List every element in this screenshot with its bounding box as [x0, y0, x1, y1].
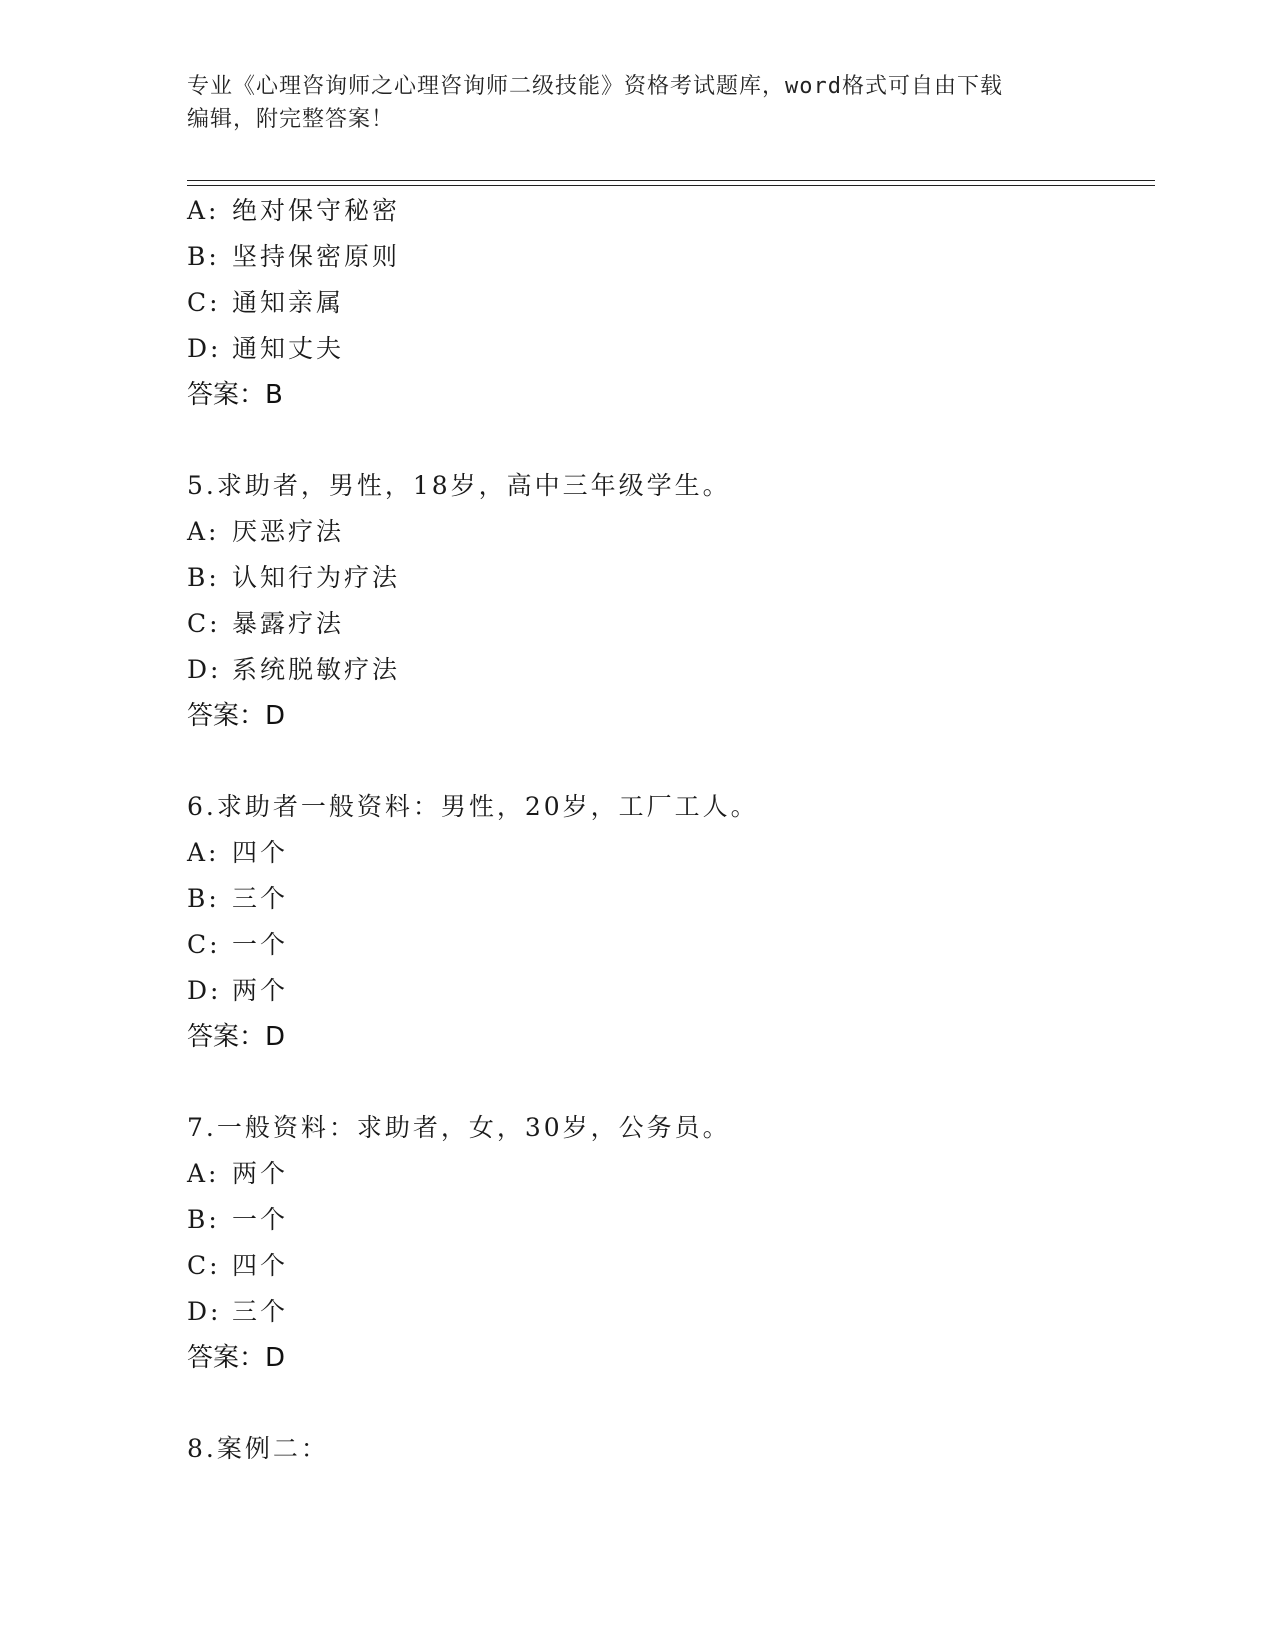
question-list	[187, 188, 1147, 1472]
option-text: 四个	[232, 838, 289, 867]
option-c	[187, 280, 1147, 326]
option-letter: D:	[187, 655, 222, 684]
option-letter: C:	[187, 1251, 221, 1280]
option-c	[187, 601, 1147, 647]
option-d	[187, 1289, 1147, 1335]
option-b	[187, 234, 1147, 280]
option-text: 暴露疗法	[232, 609, 345, 638]
option-d	[187, 968, 1147, 1014]
option-letter: B:	[187, 242, 220, 271]
option-text: 系统脱敏疗法	[232, 655, 401, 684]
option-a	[187, 188, 1147, 234]
option-text: 两个	[232, 1159, 289, 1188]
question-6	[187, 784, 1147, 1060]
option-d	[187, 326, 1147, 372]
option-d	[187, 647, 1147, 693]
option-text: 一个	[232, 1205, 289, 1234]
option-letter: B:	[187, 1205, 220, 1234]
option-letter: C:	[187, 288, 221, 317]
option-a	[187, 830, 1147, 876]
option-letter: D:	[187, 1297, 222, 1326]
question-stem: 8.案例二：	[187, 1434, 329, 1463]
option-text: 四个	[232, 1251, 289, 1280]
option-letter: B:	[187, 563, 220, 592]
option-text: 三个	[232, 884, 289, 913]
option-text: 坚持保密原则	[232, 242, 401, 271]
option-a	[187, 1151, 1147, 1197]
option-letter: D:	[187, 334, 222, 363]
question-8	[187, 1426, 1147, 1472]
question-7	[187, 1105, 1147, 1381]
option-text: 一个	[232, 930, 289, 959]
option-letter: D:	[187, 976, 222, 1005]
option-letter: C:	[187, 930, 221, 959]
header-divider-top	[187, 180, 1155, 181]
option-text: 绝对保守秘密	[232, 196, 401, 225]
header-line-2: 编辑，附完整答案！	[187, 107, 395, 132]
header-divider-bottom	[187, 185, 1155, 186]
option-text: 两个	[232, 976, 289, 1005]
option-letter: B:	[187, 884, 220, 913]
option-text: 三个	[232, 1297, 289, 1326]
answer-line: 答案：D	[187, 1343, 286, 1373]
option-text: 认知行为疗法	[232, 563, 401, 592]
answer-line: 答案：D	[187, 1022, 286, 1052]
answer-line: 答案：B	[187, 380, 283, 410]
option-letter: A:	[187, 1159, 220, 1188]
document-header	[187, 70, 1087, 136]
option-b	[187, 1197, 1147, 1243]
option-b	[187, 555, 1147, 601]
option-letter: A:	[187, 838, 220, 867]
question-4	[187, 188, 1147, 418]
option-c	[187, 922, 1147, 968]
option-a	[187, 509, 1147, 555]
option-letter: C:	[187, 609, 221, 638]
question-stem: 7.一般资料：求助者，女，30岁，公务员。	[187, 1113, 731, 1142]
question-stem: 5.求助者，男性，18岁，高中三年级学生。	[187, 471, 731, 500]
option-text: 通知亲属	[232, 288, 345, 317]
option-letter: A:	[187, 517, 220, 546]
header-line-1: 专业《心理咨询师之心理咨询师二级技能》资格考试题库，word格式可自由下载	[187, 74, 1003, 99]
question-5	[187, 463, 1147, 739]
option-text: 厌恶疗法	[232, 517, 345, 546]
question-stem: 6.求助者一般资料：男性，20岁，工厂工人。	[187, 792, 759, 821]
option-b	[187, 876, 1147, 922]
option-c	[187, 1243, 1147, 1289]
option-letter: A:	[187, 196, 220, 225]
option-text: 通知丈夫	[232, 334, 345, 363]
answer-line: 答案：D	[187, 701, 286, 731]
